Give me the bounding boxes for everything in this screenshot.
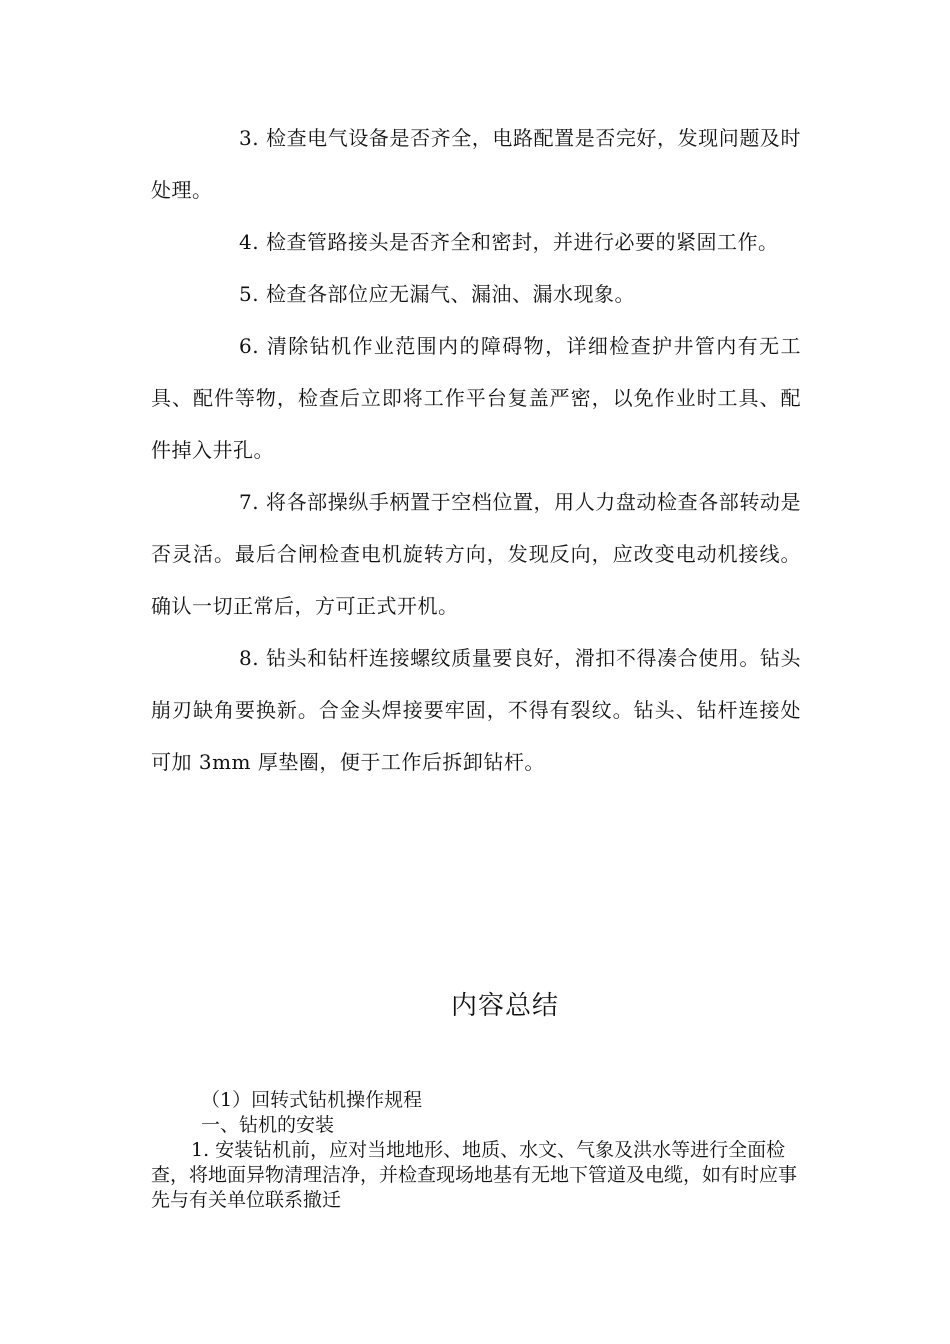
- paragraph-item-8: 8. 钻头和钻杆连接螺纹质量要良好，滑扣不得凑合使用。钻头崩刃缺角要换新。合金头焊接要牢固，不得有裂纹。钻头、钻杆连接处可加 3mm 厚垫圈，便于工作后拆卸钻杆。: [151, 646, 801, 774]
- paragraph-item-5: 5. 检查各部位应无漏气、漏油、漏水现象。: [239, 282, 635, 306]
- paragraph-item-4: 4. 检查管路接头是否齐全和密封，并进行必要的紧固工作。: [239, 230, 779, 254]
- summary-subheading: 一、钻机的安装: [201, 1114, 335, 1136]
- paragraph-item-3: 3. 检查电气设备是否齐全，电路配置是否完好，发现问题及时处理。: [151, 126, 801, 202]
- summary-paragraph: 1. 安装钻机前，应对当地地形、地质、水文、气象及洪水等进行全面检查，将地面异物清理洁净，并检查现场地基有无地下管道及电缆，如有时应事先与有关单位联系撤迁: [151, 1139, 798, 1211]
- summary-section: [151, 1088, 801, 1213]
- summary-title: 内容总结: [450, 991, 559, 1021]
- paragraph-item-6: 6. 清除钻机作业范围内的障碍物，详细检查护井管内有无工具、配件等物，检查后立即将工作平台复盖严密，以免作业时工具、配件掉入井孔。: [151, 334, 801, 462]
- paragraph-item-7: 7. 将各部操纵手柄置于空档位置，用人力盘动检查各部转动是否灵活。最后合闸检查电机旋转方向，发现反向，应改变电动机接线。确认一切正常后，方可正式开机。: [151, 490, 801, 618]
- body-text: [151, 112, 801, 788]
- summary-heading: （1）回转式钻机操作规程: [201, 1089, 423, 1111]
